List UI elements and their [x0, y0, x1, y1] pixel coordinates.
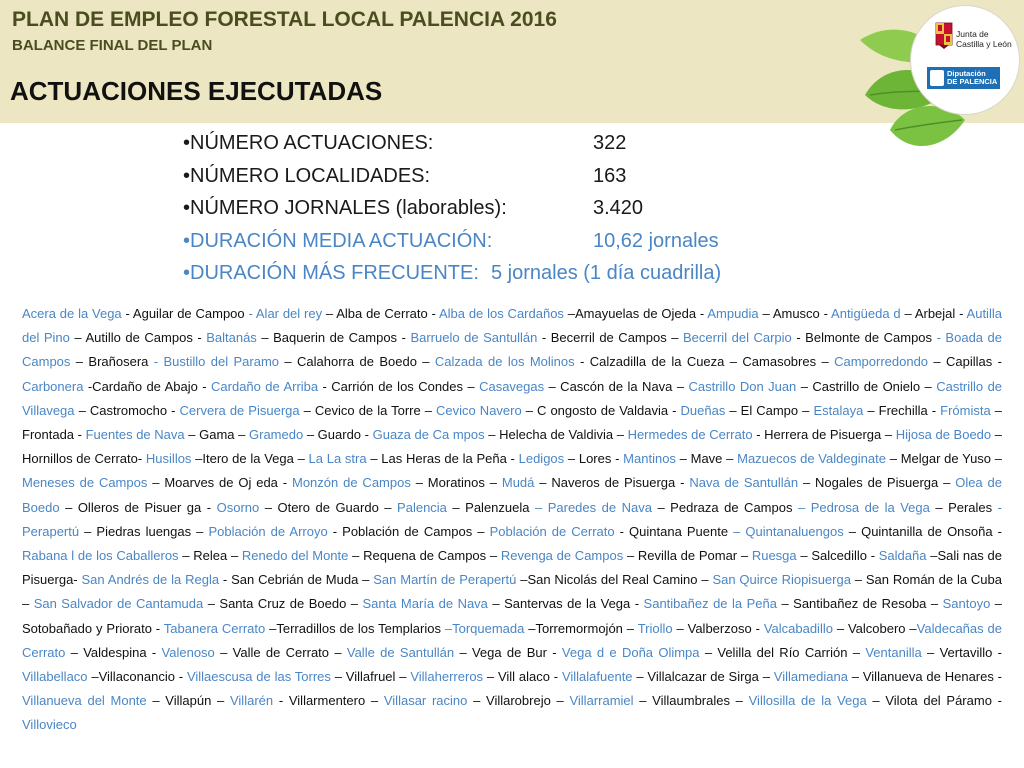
- locality-text: – Gama –: [184, 427, 249, 443]
- locality-highlighted: Villovieco: [22, 717, 77, 733]
- locality-text: –Sali nas de Pisuerga-: [22, 548, 1002, 588]
- locality-text: – Nogales de Pisuerga –: [798, 475, 956, 491]
- locality-highlighted: Monzón de Campos: [291, 475, 411, 491]
- locality-highlighted: Población de Cerrato: [489, 523, 615, 539]
- locality-highlighted: –Torquemada: [444, 620, 525, 636]
- stat-duracion-frecuente: [183, 260, 803, 293]
- locality-highlighted: Valcabadillo: [763, 620, 833, 636]
- locality-highlighted: Meneses de Campos: [22, 475, 148, 491]
- locality-highlighted: San Martín de Perapertú: [373, 572, 517, 588]
- locality-text: – Villaumbrales –: [633, 693, 749, 709]
- locality-highlighted: Nava de Santullán: [689, 475, 799, 491]
- diputacion-logo-text: [947, 70, 997, 86]
- locality-highlighted: – Quintanaluengos: [733, 523, 844, 539]
- locality-text: – Moratinos –: [410, 475, 502, 491]
- locality-highlighted: San Quirce Riopisuerga: [712, 572, 851, 588]
- locality-text: – Guardo -: [303, 427, 373, 443]
- locality-text: – Olleros de Pisuer ga -: [59, 499, 217, 515]
- locality-text: – Mave –: [675, 451, 738, 467]
- locality-highlighted: Antigüeda d: [831, 306, 901, 321]
- locality-text: - Población de Campos –: [327, 523, 490, 539]
- locality-highlighted: Frómista: [940, 402, 991, 418]
- locality-text: – Santervas de la Vega -: [487, 596, 644, 612]
- stat-value: 163: [593, 164, 627, 187]
- locality-text: – Valberzoso -: [672, 620, 764, 636]
- locality-highlighted: Villaescusa de las Torres: [186, 669, 331, 685]
- stat-value: 10,62 jornales: [593, 229, 719, 252]
- locality-highlighted: Villabellaco: [22, 669, 88, 685]
- locality-text: – Velilla del Río Carrión –: [699, 644, 866, 660]
- locality-text: –Villaconancio -: [87, 669, 187, 685]
- locality-highlighted: Triollo: [637, 620, 673, 636]
- locality-highlighted: Castrillo Don Juan: [688, 378, 797, 394]
- locality-highlighted: Becerril del Carpio: [683, 330, 792, 346]
- locality-text: – Hornillos de Cerrato-: [22, 427, 1002, 467]
- locality-highlighted: Guaza de Ca mpos: [372, 427, 485, 443]
- locality-text: - Herrera de Pisuerga –: [752, 427, 896, 443]
- locality-highlighted: Ledigos: [518, 451, 565, 467]
- locality-text: - Quintana Puente: [614, 523, 734, 539]
- locality-highlighted: Cardaño de Arriba: [211, 378, 319, 394]
- castilla-leon-shield-icon: [935, 22, 953, 50]
- locality-text: - Villarmentero –: [273, 693, 384, 709]
- locality-text: – C ongosto de Valdavia -: [521, 402, 681, 418]
- localities-paragraph: [22, 302, 1002, 738]
- section-title: ACTUACIONES EJECUTADAS: [10, 76, 383, 106]
- locality-highlighted: Palencia: [397, 499, 447, 515]
- locality-highlighted: Santibañez de la Peña: [643, 596, 777, 612]
- locality-text: – Frontada -: [22, 402, 1002, 443]
- locality-highlighted: - Boada de Campos: [22, 330, 1003, 370]
- locality-text: – Valle de Cerrato –: [214, 644, 347, 660]
- locality-text: – Revilla de Pomar –: [623, 548, 752, 564]
- locality-text: –San Nicolás del Real Camino –: [516, 572, 713, 588]
- locality-text: – Salcedillo -: [796, 548, 879, 564]
- locality-text: – Vertavillo -: [921, 644, 1002, 660]
- locality-highlighted: Renedo del Monte: [241, 548, 349, 564]
- locality-text: –Amayuelas de Ojeda -: [563, 306, 708, 321]
- locality-text: – Villafruel –: [330, 669, 411, 685]
- locality-highlighted: Villamediana: [773, 669, 848, 685]
- locality-text: – Castromocho -: [74, 402, 180, 418]
- locality-text: - Belmonte de Campos: [791, 330, 937, 346]
- locality-text: – Melgar de Yuso –: [886, 451, 1003, 467]
- locality-text: – Autillo de Campos -: [69, 330, 207, 346]
- locality-text: – Vilota del Páramo -: [866, 693, 1002, 709]
- stat-actuaciones: [183, 130, 803, 163]
- locality-text: – Helecha de Valdivia –: [484, 427, 628, 443]
- locality-text: - Becerril de Campos –: [537, 330, 684, 346]
- junta-logo-text: [956, 29, 1012, 49]
- locality-highlighted: Villarramiel: [569, 693, 634, 709]
- locality-highlighted: Castrillo de Villavega: [22, 378, 1003, 418]
- locality-highlighted: Olea de Boedo: [22, 475, 1002, 515]
- locality-text: - Aguilar de Campoo: [121, 306, 249, 321]
- diputacion-logo: [927, 67, 1000, 89]
- stat-value: 3.420: [593, 197, 644, 219]
- locality-text: – Castrillo de Onielo –: [796, 378, 937, 394]
- locality-highlighted: Santoyo: [942, 596, 991, 612]
- locality-highlighted: Valle de Santullán: [346, 644, 455, 660]
- locality-highlighted: Acera de la Vega: [22, 306, 122, 321]
- locality-text: – Sotobañado y Priorato -: [22, 596, 1002, 636]
- locality-highlighted: Cervera de Pisuerga: [179, 402, 300, 418]
- locality-text: – Perales: [929, 499, 998, 515]
- locality-text: – Moarves de Oj eda -: [147, 475, 292, 491]
- locality-highlighted: Villarén: [229, 693, 274, 709]
- locality-highlighted: Tabanera Cerrato: [163, 620, 266, 636]
- stat-value: 5 jornales (1 día cuadrilla): [491, 262, 722, 284]
- locality-text: – Palenzuela: [446, 499, 535, 515]
- locality-text: - Calzadilla de la Cueza – Camasobres –: [574, 354, 835, 370]
- stat-label: •NÚMERO ACTUACIONES:: [183, 132, 434, 154]
- locality-text: – Lores -: [564, 451, 624, 467]
- locality-highlighted: Mazuecos de Valdeginate: [737, 451, 886, 467]
- locality-highlighted: Ampudia: [707, 306, 759, 321]
- stat-localidades: [183, 163, 803, 196]
- locality-highlighted: Fuentes de Nava: [85, 427, 185, 443]
- locality-text: – Villalcazar de Sirga –: [632, 669, 774, 685]
- locality-highlighted: Ruesga: [751, 548, 797, 564]
- locality-text: – El Campo –: [725, 402, 814, 418]
- locality-text: – Alba de Cerrato -: [322, 306, 439, 321]
- locality-text: – Amusco -: [758, 306, 832, 321]
- stat-label: •DURACIÓN MÁS FRECUENTE:: [183, 262, 479, 284]
- locality-text: – Brañosera: [70, 354, 154, 370]
- locality-highlighted: Villanueva del Monte: [22, 693, 147, 709]
- locality-text: – Cevico de la Torre –: [299, 402, 437, 418]
- locality-text: -Cardaño de Abajo -: [83, 378, 212, 394]
- locality-text: – Vill alaco -: [483, 669, 562, 685]
- locality-highlighted: Cevico Navero: [436, 402, 522, 418]
- locality-text: – Valdespina -: [65, 644, 162, 660]
- locality-highlighted: La La stra: [308, 451, 367, 467]
- locality-highlighted: San Andrés de la Regla: [81, 572, 220, 588]
- locality-highlighted: Gramedo: [249, 427, 304, 443]
- locality-text: – Villarobrejo –: [467, 693, 570, 709]
- locality-highlighted: Autilla del Pino: [22, 306, 1002, 346]
- locality-text: – Capillas -: [928, 354, 1002, 370]
- diputacion-logo-line1: Diputación: [947, 69, 986, 78]
- stat-value: 322: [593, 132, 627, 154]
- plan-subtitle: BALANCE FINAL DEL PLAN: [12, 37, 213, 54]
- locality-highlighted: Camporredondo: [834, 354, 929, 370]
- locality-text: – Valcobero –: [832, 620, 917, 636]
- locality-highlighted: Villalafuente: [561, 669, 633, 685]
- locality-highlighted: Mudá: [501, 475, 535, 491]
- locality-text: – Piedras luengas –: [79, 523, 209, 539]
- locality-highlighted: Rabana l de los Caballeros: [22, 548, 179, 564]
- locality-highlighted: Hijosa de Boedo: [895, 427, 992, 443]
- locality-text: – Otero de Guardo –: [259, 499, 398, 515]
- locality-highlighted: Vega d e Doña Olimpa: [561, 644, 700, 660]
- junta-logo: [935, 22, 1012, 58]
- diputacion-logo-line2: DE PALENCIA: [947, 77, 998, 86]
- locality-highlighted: Saldaña: [878, 548, 927, 564]
- locality-text: – Baquerin de Campos -: [256, 330, 411, 346]
- locality-text: –Torremormojón –: [524, 620, 638, 636]
- locality-text: – Naveros de Pisuerga -: [534, 475, 690, 491]
- locality-highlighted: Villaherreros: [410, 669, 484, 685]
- locality-highlighted: – Paredes de Nava: [534, 499, 652, 515]
- locality-text: - San Cebrián de Muda –: [219, 572, 374, 588]
- locality-highlighted: Revenga de Campos: [500, 548, 624, 564]
- locality-text: – Santibañez de Resoba –: [776, 596, 943, 612]
- locality-highlighted: - Perapertú: [22, 499, 1002, 539]
- locality-text: – San Román de la Cuba –: [22, 572, 1003, 612]
- locality-highlighted: Población de Arroyo: [208, 523, 328, 539]
- locality-highlighted: Casavegas: [479, 378, 545, 394]
- junta-logo-line2: Castilla y León: [956, 39, 1012, 49]
- stat-label: •DURACIÓN MEDIA ACTUACIÓN:: [183, 229, 493, 252]
- locality-text: –Itero de la Vega –: [191, 451, 309, 467]
- locality-highlighted: Dueñas: [680, 402, 726, 418]
- stat-duracion-media: [183, 228, 803, 261]
- locality-highlighted: Barruelo de Santullán: [410, 330, 538, 346]
- locality-highlighted: Valenoso: [161, 644, 215, 660]
- locality-highlighted: – Pedrosa de la Vega: [797, 499, 930, 515]
- locality-text: – Frechilla -: [863, 402, 941, 418]
- locality-highlighted: Estalaya: [813, 402, 864, 418]
- locality-text: – Arbejal -: [900, 306, 967, 321]
- locality-text: – Villanueva de Henares -: [847, 669, 1003, 685]
- stats-list: [183, 130, 803, 293]
- locality-highlighted: Hermedes de Cerrato: [627, 427, 753, 443]
- locality-text: – Villapún –: [146, 693, 230, 709]
- locality-text: – Requena de Campos –: [348, 548, 501, 564]
- stat-jornales: [183, 195, 803, 228]
- locality-highlighted: Villasar racino: [383, 693, 468, 709]
- locality-highlighted: Valdecañas de Cerrato: [22, 620, 1002, 660]
- diputacion-mark-icon: [930, 70, 944, 86]
- plan-title: PLAN DE EMPLEO FORESTAL LOCAL PALENCIA 2016: [12, 8, 557, 31]
- locality-highlighted: Calzada de los Molinos: [434, 354, 575, 370]
- locality-highlighted: Villosilla de la Vega: [748, 693, 867, 709]
- stat-label: •NÚMERO JORNALES (laborables):: [183, 197, 507, 219]
- locality-highlighted: San Salvador de Cantamuda: [33, 596, 204, 612]
- locality-text: – Vega de Bur -: [454, 644, 562, 660]
- locality-text: – Quintanilla de Onsoña -: [843, 523, 1002, 539]
- locality-text: – Cascón de la Nava –: [544, 378, 689, 394]
- locality-text: - Carrión de los Condes –: [318, 378, 480, 394]
- locality-highlighted: Husillos: [145, 451, 192, 467]
- locality-text: –Terradillos de los Templarios: [265, 620, 445, 636]
- junta-logo-line1: Junta de: [956, 29, 989, 39]
- locality-text: – Calahorra de Boedo –: [279, 354, 435, 370]
- locality-highlighted: Mantinos: [623, 451, 676, 467]
- locality-text: – Las Heras de la Peña -: [366, 451, 519, 467]
- locality-text: – Relea –: [178, 548, 242, 564]
- locality-highlighted: - Alar del rey: [248, 306, 323, 321]
- locality-highlighted: Carbonera: [22, 378, 84, 394]
- locality-highlighted: - Bustillo del Paramo: [153, 354, 280, 370]
- locality-highlighted: Osorno: [216, 499, 260, 515]
- locality-highlighted: Baltanás: [206, 330, 257, 346]
- locality-highlighted: Ventanilla: [865, 644, 922, 660]
- locality-text: – Pedraza de Campos: [651, 499, 798, 515]
- stat-label: •NÚMERO LOCALIDADES:: [183, 164, 431, 187]
- locality-text: – Santa Cruz de Boedo –: [203, 596, 363, 612]
- locality-highlighted: Santa María de Nava: [362, 596, 488, 612]
- locality-highlighted: Alba de los Cardaños: [438, 306, 564, 321]
